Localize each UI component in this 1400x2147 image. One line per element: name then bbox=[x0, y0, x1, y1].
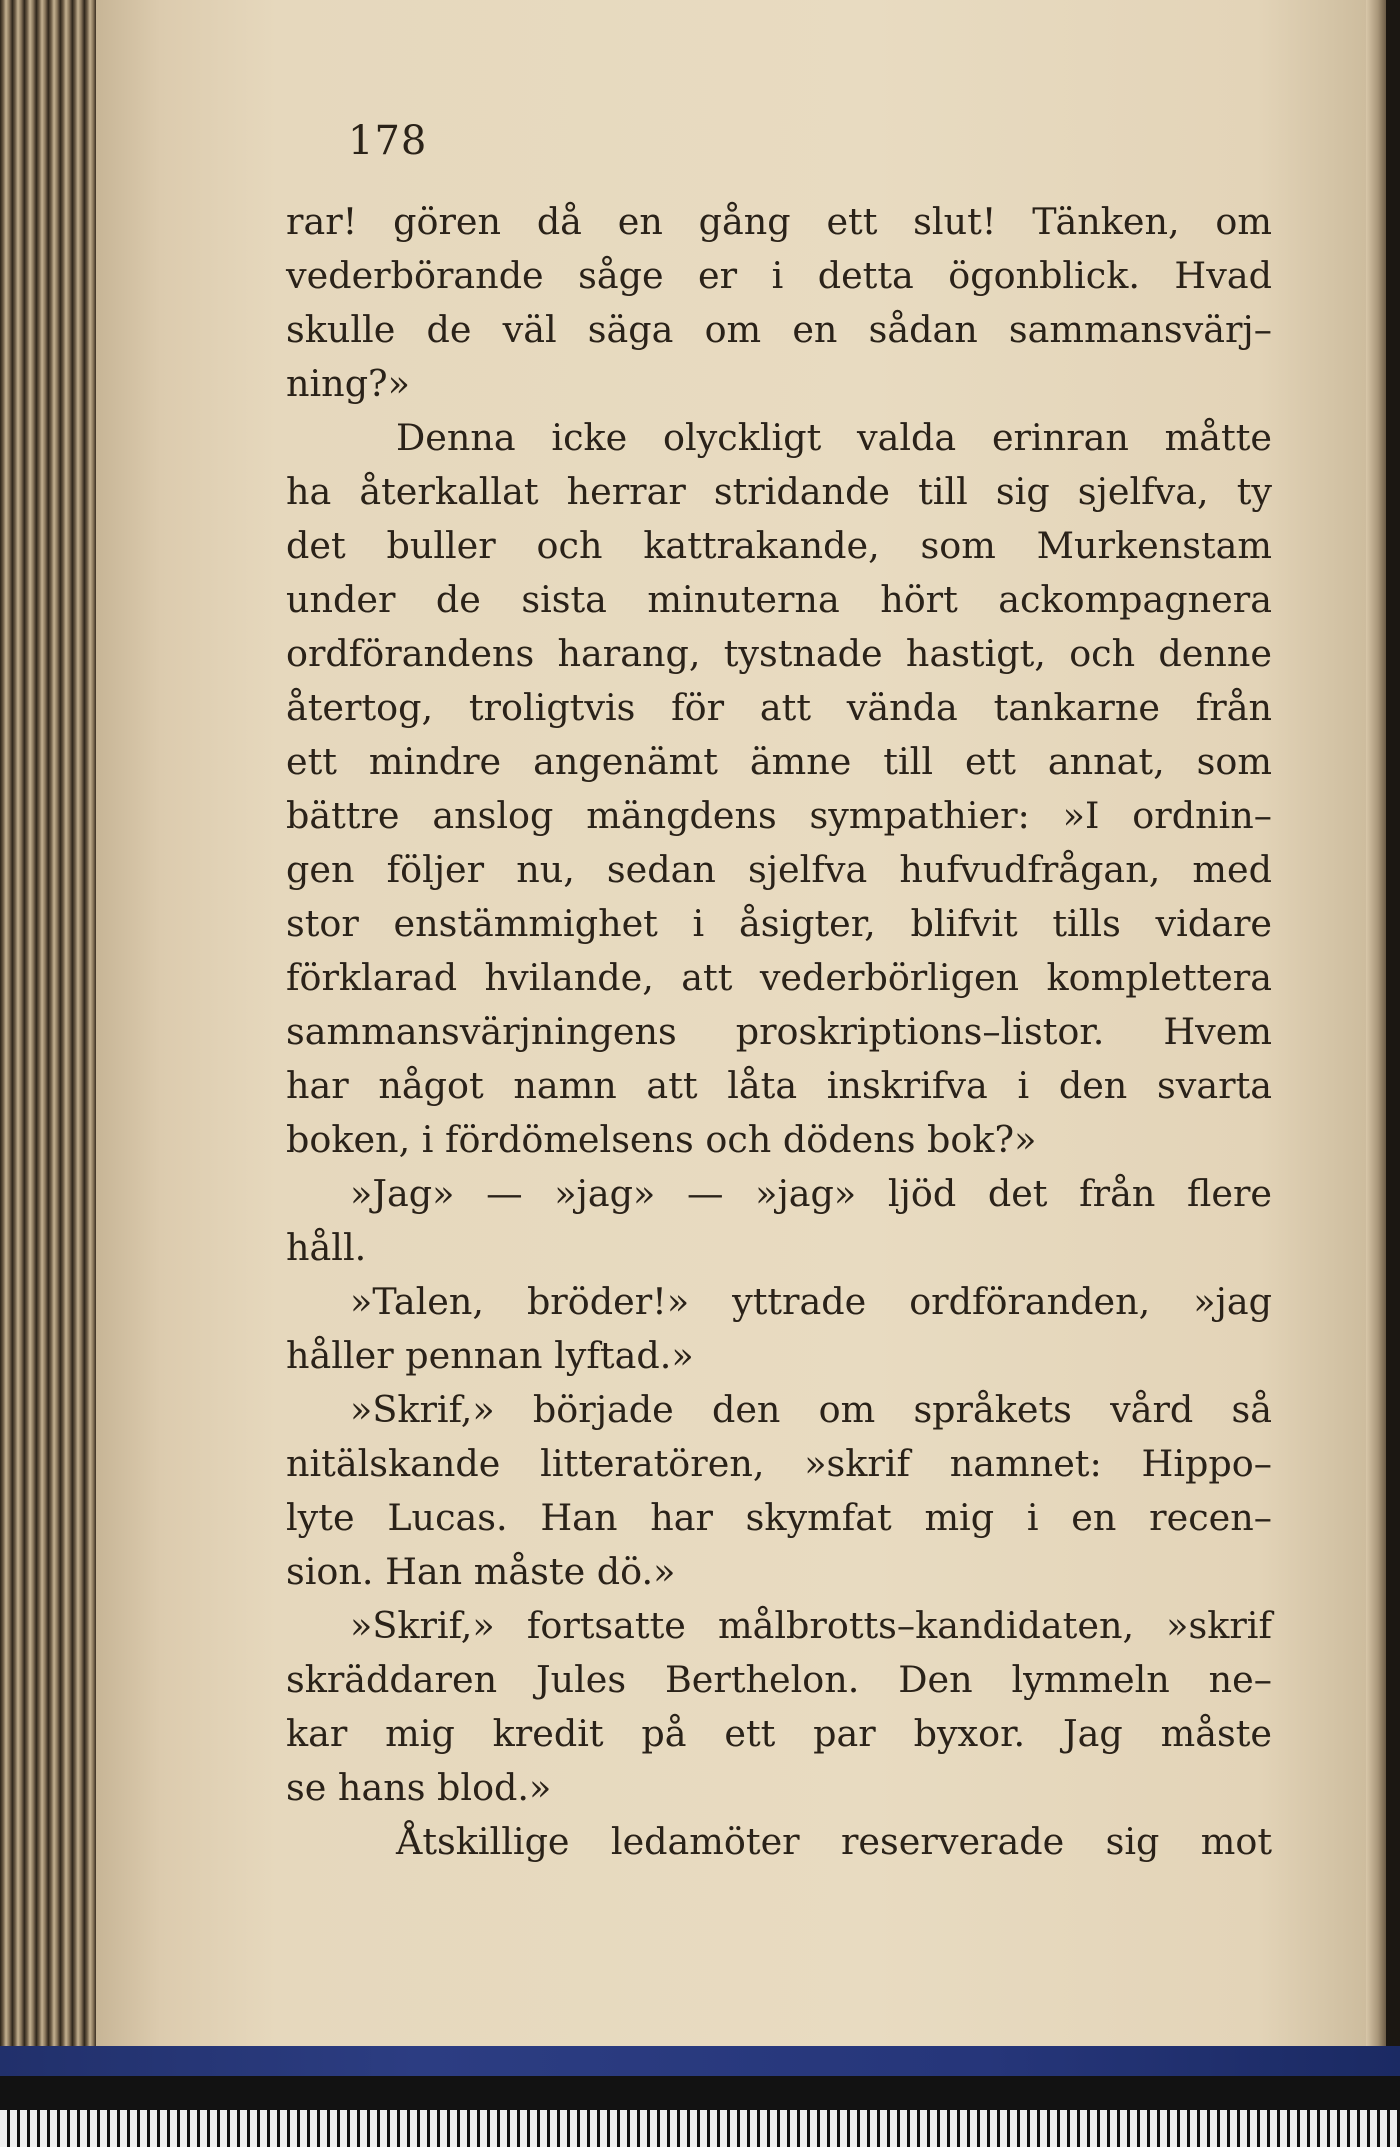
text-line: håll. bbox=[286, 1226, 367, 1269]
text-line: ning?» bbox=[286, 362, 410, 405]
text-line: nitälskande litteratören, »skrif namnet: Hippo– bbox=[286, 1442, 1272, 1485]
text-line: kar mig kredit på ett par byxor. Jag måste bbox=[286, 1712, 1272, 1755]
text-line: ordförandens harang, tystnade hastigt, och denne bbox=[286, 632, 1272, 675]
scan-ruler bbox=[0, 2110, 1400, 2147]
text-line: skräddaren Jules Berthelon. Den lymmeln ne– bbox=[286, 1658, 1272, 1701]
page-number: 178 bbox=[348, 118, 428, 164]
text-line: rar! gören då en gång ett slut! Tänken, om bbox=[286, 200, 1272, 243]
text-line: förklarad hvilande, att vederbörligen komplettera bbox=[286, 956, 1272, 999]
text-line: ha återkallat herrar stridande till sig sjelfva, ty bbox=[286, 470, 1272, 513]
scan-background-band bbox=[0, 2046, 1400, 2076]
text-line: sion. Han måste dö.» bbox=[286, 1550, 676, 1593]
text-line: håller pennan lyftad.» bbox=[286, 1334, 694, 1377]
text-line: under de sista minuterna hört ackompagnera bbox=[286, 578, 1272, 621]
text-line: se hans blod.» bbox=[286, 1766, 552, 1809]
text-line: det buller och kattrakande, som Murkenstam bbox=[286, 524, 1272, 567]
text-line: sammansvärjningens proskriptions–listor. Hvem bbox=[286, 1010, 1272, 1053]
text-line: återtog, troligtvis för att vända tankarne från bbox=[286, 686, 1272, 729]
text-line: ett mindre angenämt ämne till ett annat, som bbox=[286, 740, 1272, 783]
text-line: boken, i fördömelsens och dödens bok?» bbox=[286, 1118, 1037, 1161]
text-line: »Skrif,» fortsatte målbrotts–kandidaten, »skrif bbox=[350, 1604, 1272, 1647]
text-line: bättre anslog mängdens sympathier: »I ordnin– bbox=[286, 794, 1272, 837]
text-line: Åtskillige ledamöter reserverade sig mot bbox=[396, 1820, 1272, 1863]
text-line: »Skrif,» började den om språkets vård så bbox=[350, 1388, 1272, 1431]
text-line: lyte Lucas. Han har skymfat mig i en recen– bbox=[286, 1496, 1272, 1539]
text-line: »Talen, bröder!» yttrade ordföranden, »jag bbox=[350, 1280, 1272, 1323]
text-line: vederbörande såge er i detta ögonblick. Hvad bbox=[286, 254, 1272, 297]
text-line: skulle de väl säga om en sådan sammansvärj– bbox=[286, 308, 1272, 351]
page-edge bbox=[1366, 0, 1386, 2075]
scan-ruler-base bbox=[0, 2076, 1400, 2110]
text-line: stor enstämmighet i åsigter, blifvit tills vidare bbox=[286, 902, 1272, 945]
text-line: har något namn att låta inskrifva i den svarta bbox=[286, 1064, 1272, 1107]
text-line: gen följer nu, sedan sjelfva hufvudfrågan, med bbox=[286, 848, 1272, 891]
text-line: »Jag» — »jag» — »jag» ljöd det från flere bbox=[350, 1172, 1272, 1215]
text-line: Denna icke olyckligt valda erinran måtte bbox=[396, 416, 1272, 459]
